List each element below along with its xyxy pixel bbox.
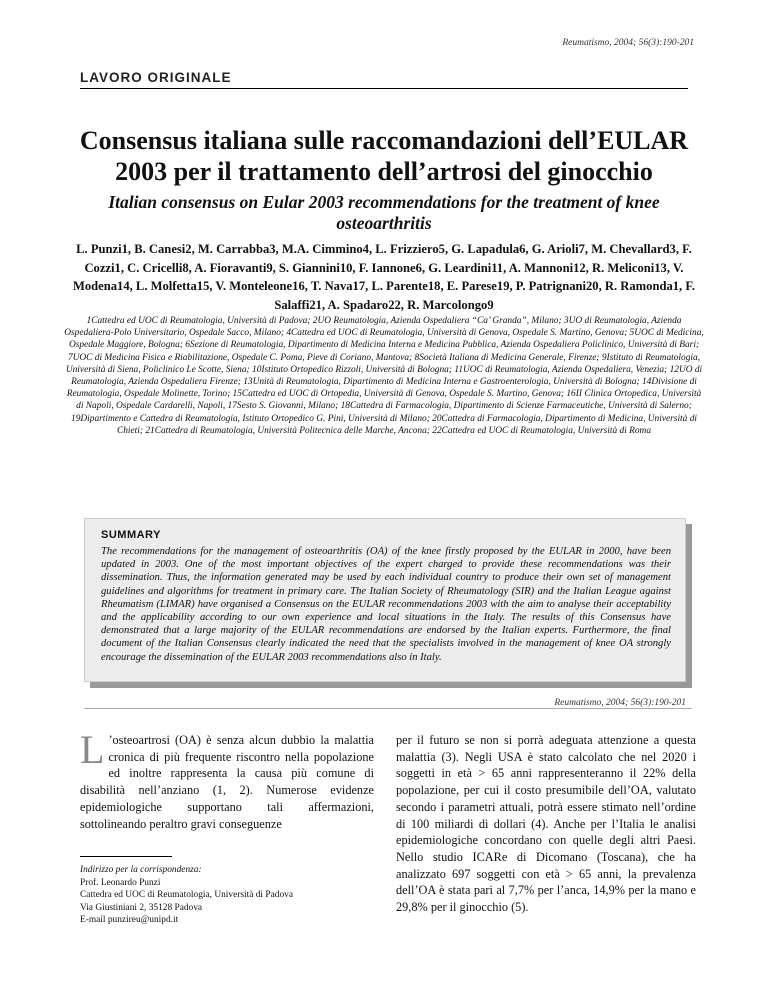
journal-reference-header: Reumatismo, 2004; 56(3):190-201 [562, 38, 694, 48]
correspondence-label: Indirizzo per la corrispondenza: [80, 865, 202, 875]
footnote-divider [80, 856, 172, 857]
drop-cap: L [80, 727, 105, 772]
journal-reference-footer: Reumatismo, 2004; 56(3):190-201 [554, 698, 686, 708]
summary-heading: SUMMARY [101, 529, 161, 541]
body-column-right: per il futuro se non si porrà adeguata attenzione a questa malattia (3). Negli USA è stato calcolato che nel 2020 i soggetti in età > 65 anni rappresenteranno il 22% della popolazione, per cui il costo presumibile dell’OA, valutato secondo i parametri attuali, potrà essere stimato nell’ordine di 100 miliardi di dollari (4). Anche per l’Italia le analisi epidemiologiche concordano con quelle degli altri Paesi. Nello studio ICARe di Dicomano (Toscana), che ha analizzato 697 soggetti con età > 65 anni, la prevalenza dell’OA è stata pari al 7,7% per l’anca, 14,9% per la mano e 29,8% per il ginocchio (5). [396, 733, 696, 915]
body-text-left: ’osteoartrosi (OA) è senza alcun dubbio la malattia cronica di più frequente riscontro nella popolazione ed inoltre rappresenta la causa più comune di disabilità nell’anziano (1, 2). Numerose evidenze epidemiologiche supportano tali affermazioni, sottolineando peraltro gravi conseguenze [80, 733, 374, 831]
summary-divider [84, 708, 692, 709]
summary-box [84, 518, 686, 682]
correspondence-email[interactable]: E-mail punzireu@unipd.it [80, 915, 179, 925]
summary-text: The recommendations for the management of osteoarthritis (OA) of the knee firstly proposed by the EULAR in 2000, have been updated in 2003. One of the most important objectives of the expert charged to provide these recommendations was their dissemination. Thus, the information generated may be used by each individual country to produce their own set of management guidelines and algorithms for treatment in primary care. The Italian Society of Rheumatology (SIR) and the Italian League against Rheumatism (LIMAR) have organised a Consensus on the EULAR recommendations 2003 with the aim to analyse their acceptability and the applicability according to our own experience and local situations in the Italy. The results of this Consensus have demonstrated that a large majority of the EULAR recommendations are endorsed by the Italian experts. Furthermore, the final document of the Italian Consensus clearly indicated the need that the specialists involved in the management of knee OA strongly encourage the dissemination of the EULAR 2003 recommendations also in Italy. [101, 546, 671, 663]
section-divider [80, 88, 688, 89]
body-column-left [80, 727, 374, 832]
author-list: L. Punzi1, B. Canesi2, M. Carrabba3, M.A. Cimmino4, L. Frizziero5, G. Lapadula6, G. Arioli7, M. Chevallard3, F. Cozzi1, C. Cricelli8, A. Fioravanti9, S. Giannini10, F. Iannone6, G. Leardini11, A. Mannoni12, R. Meliconi13, V. Modena14, L. Molfetta15, V. Monteleone16, T. Nava17, L. Parente18, E. Parese19, P. Patrignani20, R. Ramonda1, F. Salaffi21, A. Spadaro22, R. Marcolongo9 [72, 242, 696, 312]
section-label: LAVORO ORIGINALE [80, 70, 232, 85]
correspondence-name: Prof. Leonardo Punzi [80, 877, 161, 888]
correspondence-address: Via Giustiniani 2, 35128 Padova [80, 902, 203, 913]
article-title: Consensus italiana sulle raccomandazioni dell’EULAR 2003 per il trattamento dell’artrosi del ginocchio [79, 126, 689, 186]
article-subtitle: Italian consensus on Eular 2003 recommendations for the treatment of knee osteoarthritis [108, 192, 660, 233]
correspondence-dept: Cattedra ed UOC di Reumatologia, Università di Padova [80, 890, 293, 900]
correspondence-footnote [80, 864, 374, 927]
affiliations: 1Cattedra ed UOC di Reumatologia, Università di Padova; 2UO Reumatologia, Azienda Ospedaliera “Ca’ Granda”, Milano; 3UO di Reumatologia, Azienda Ospedaliera-Polo Universitario, Ospedale Sacco, Milano; 4Cattedra ed UOC di Reumatologia, Università di Genova, Ospedale S. Martino, Genova; 5UOC di Medicina, Ospedale Maggiore, Bologna; 6Sezione di Reumatologia, Dipartimento di Medicina Interna e Medicina Pubblica, Azienda Ospedaliera Policlinico, Università di Bari; 7UOC di Medicina Fisica e Riabilitazione, Ospedale C. Poma, Pieve di Coriano, Mantova; 8Società Italiana di Medicina Generale, Firenze; 9Istituto di Reumatologia, Università di Siena, Policlinico Le Scotte, Siena; 10Istituto Ortopedico Rizzoli, Università di Bologna; 11UOC di Reumatologia, Azienda Ospedaliera, Venezia; 12UO di Reumatologia, Azienda Ospedaliera Firenze; 13Unità di Reumatologia, Dipartimento di Medicina Interna e Gastroenterologia, Università di Bologna; 14Divisione di Reumatologia, Ospedale Molinette, Torino; 15Cattedra ed UOC di Ortopedia, Università di Genova, Ospedale S. Martino, Genova; 16II Clinica Ortopedica, Università di Napoli, Ospedale Cardarelli, Napoli, 17Sesto S. Giovanni, Milano; 18Cattedra di Farmacologia, Dipartimento di Scienze Farmaceutiche, Università di Salerno; 19Dipartimento e Cattedra di Reumatologia, Istituto Ortopedico G. Pini, Università di Milano; 20Cattedra di Farmacologia, Dipartimento di Medicina, Università di Chieti; 21Cattedra di Reumatologia, Università Politecnica delle Marche, Ancona; 22Cattedra ed UOC di Reumatologia, Università di Roma [64, 316, 704, 436]
